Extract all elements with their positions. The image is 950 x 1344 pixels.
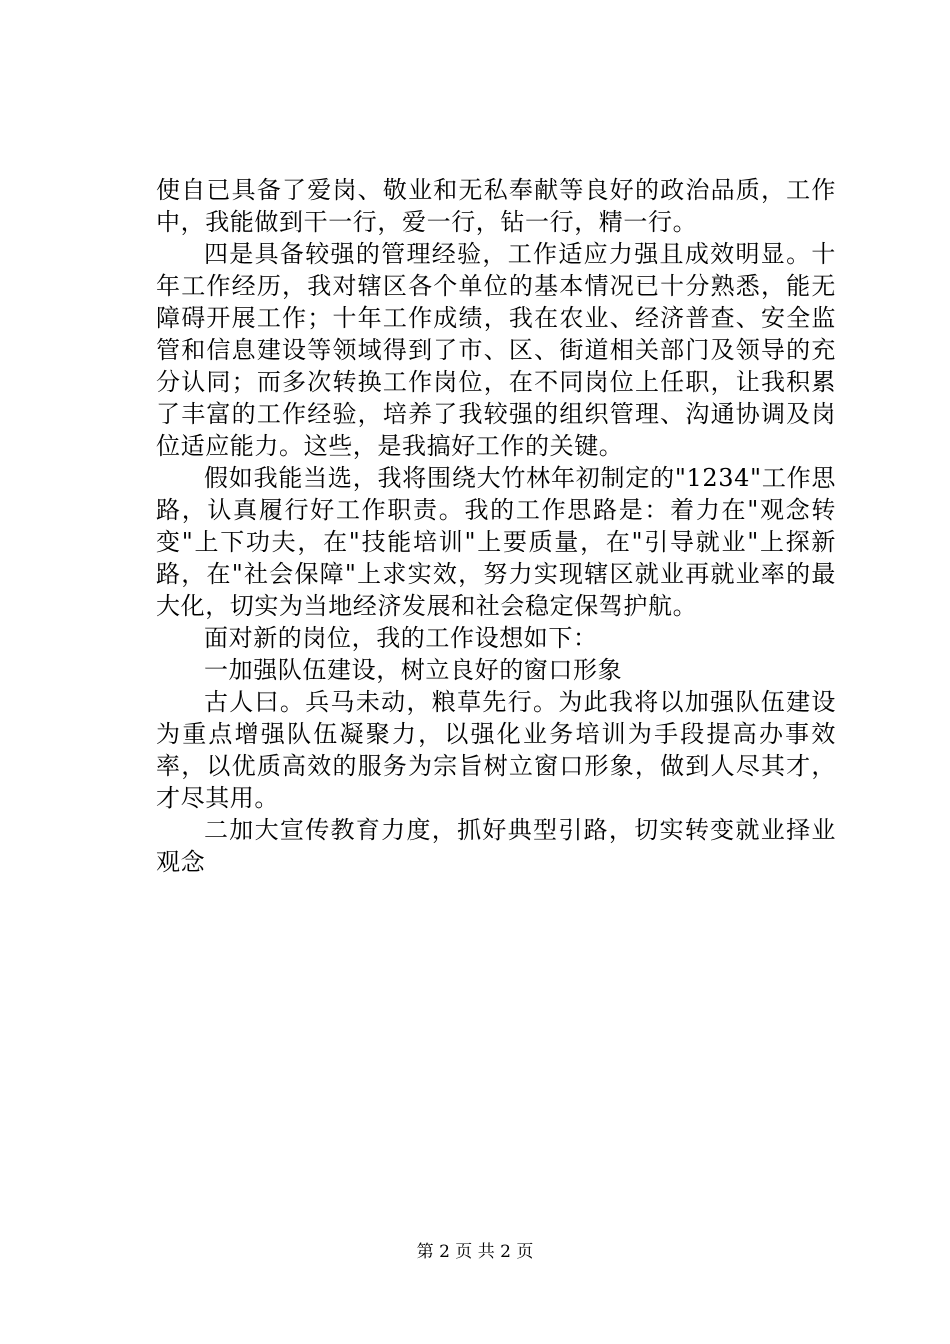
paragraph-5: 一加强队伍建设，树立良好的窗口形象 (204, 656, 623, 684)
paragraph-6: 古人曰。兵马未动，粮草先行。为此我将以加强队伍建设为重点增强队伍凝聚力，以强化业务培训为手段提高办事效率，以优质高效的服务为宗旨树立窗口形象，做到人尽其才，才尽其用。 (156, 688, 836, 812)
paragraph-3: 假如我能当选，我将围绕大竹林年初制定的"1234"工作思路，认真履行好工作职责。我的工作思路是：着力在"观念转变"上下功夫，在"技能培训"上要质量，在"引导就业"上探新路，在"社会保障"上求实效，努力实现辖区就业再就业率的最大化，切实为当地经济发展和社会稳定保驾护航。 (156, 464, 836, 620)
paragraph-1: 使自已具备了爱岗、敬业和无私奉献等良好的政治品质，工作中，我能做到干一行，爱一行，钻一行，精一行。 (156, 176, 836, 236)
page-number-footer: 第 2 页 共 2 页 (416, 1242, 534, 1262)
paragraph-4: 面对新的岗位，我的工作设想如下： (204, 624, 598, 652)
paragraph-7: 二加大宣传教育力度，抓好典型引路，切实转变就业择业观念 (156, 816, 836, 876)
paragraph-2: 四是具备较强的管理经验，工作适应力强且成效明显。十年工作经历，我对辖区各个单位的基本情况已十分熟悉，能无障碍开展工作；十年工作成绩，我在农业、经济普查、安全监管和信息建设等领域得到了市、区、街道相关部门及领导的充分认同；而多次转换工作岗位，在不同岗位上任职，让我积累了丰富的工作经验，培养了我较强的组织管理、沟通协调及岗位适应能力。这些，是我搞好工作的关键。 (156, 240, 836, 460)
document-body (156, 174, 836, 878)
